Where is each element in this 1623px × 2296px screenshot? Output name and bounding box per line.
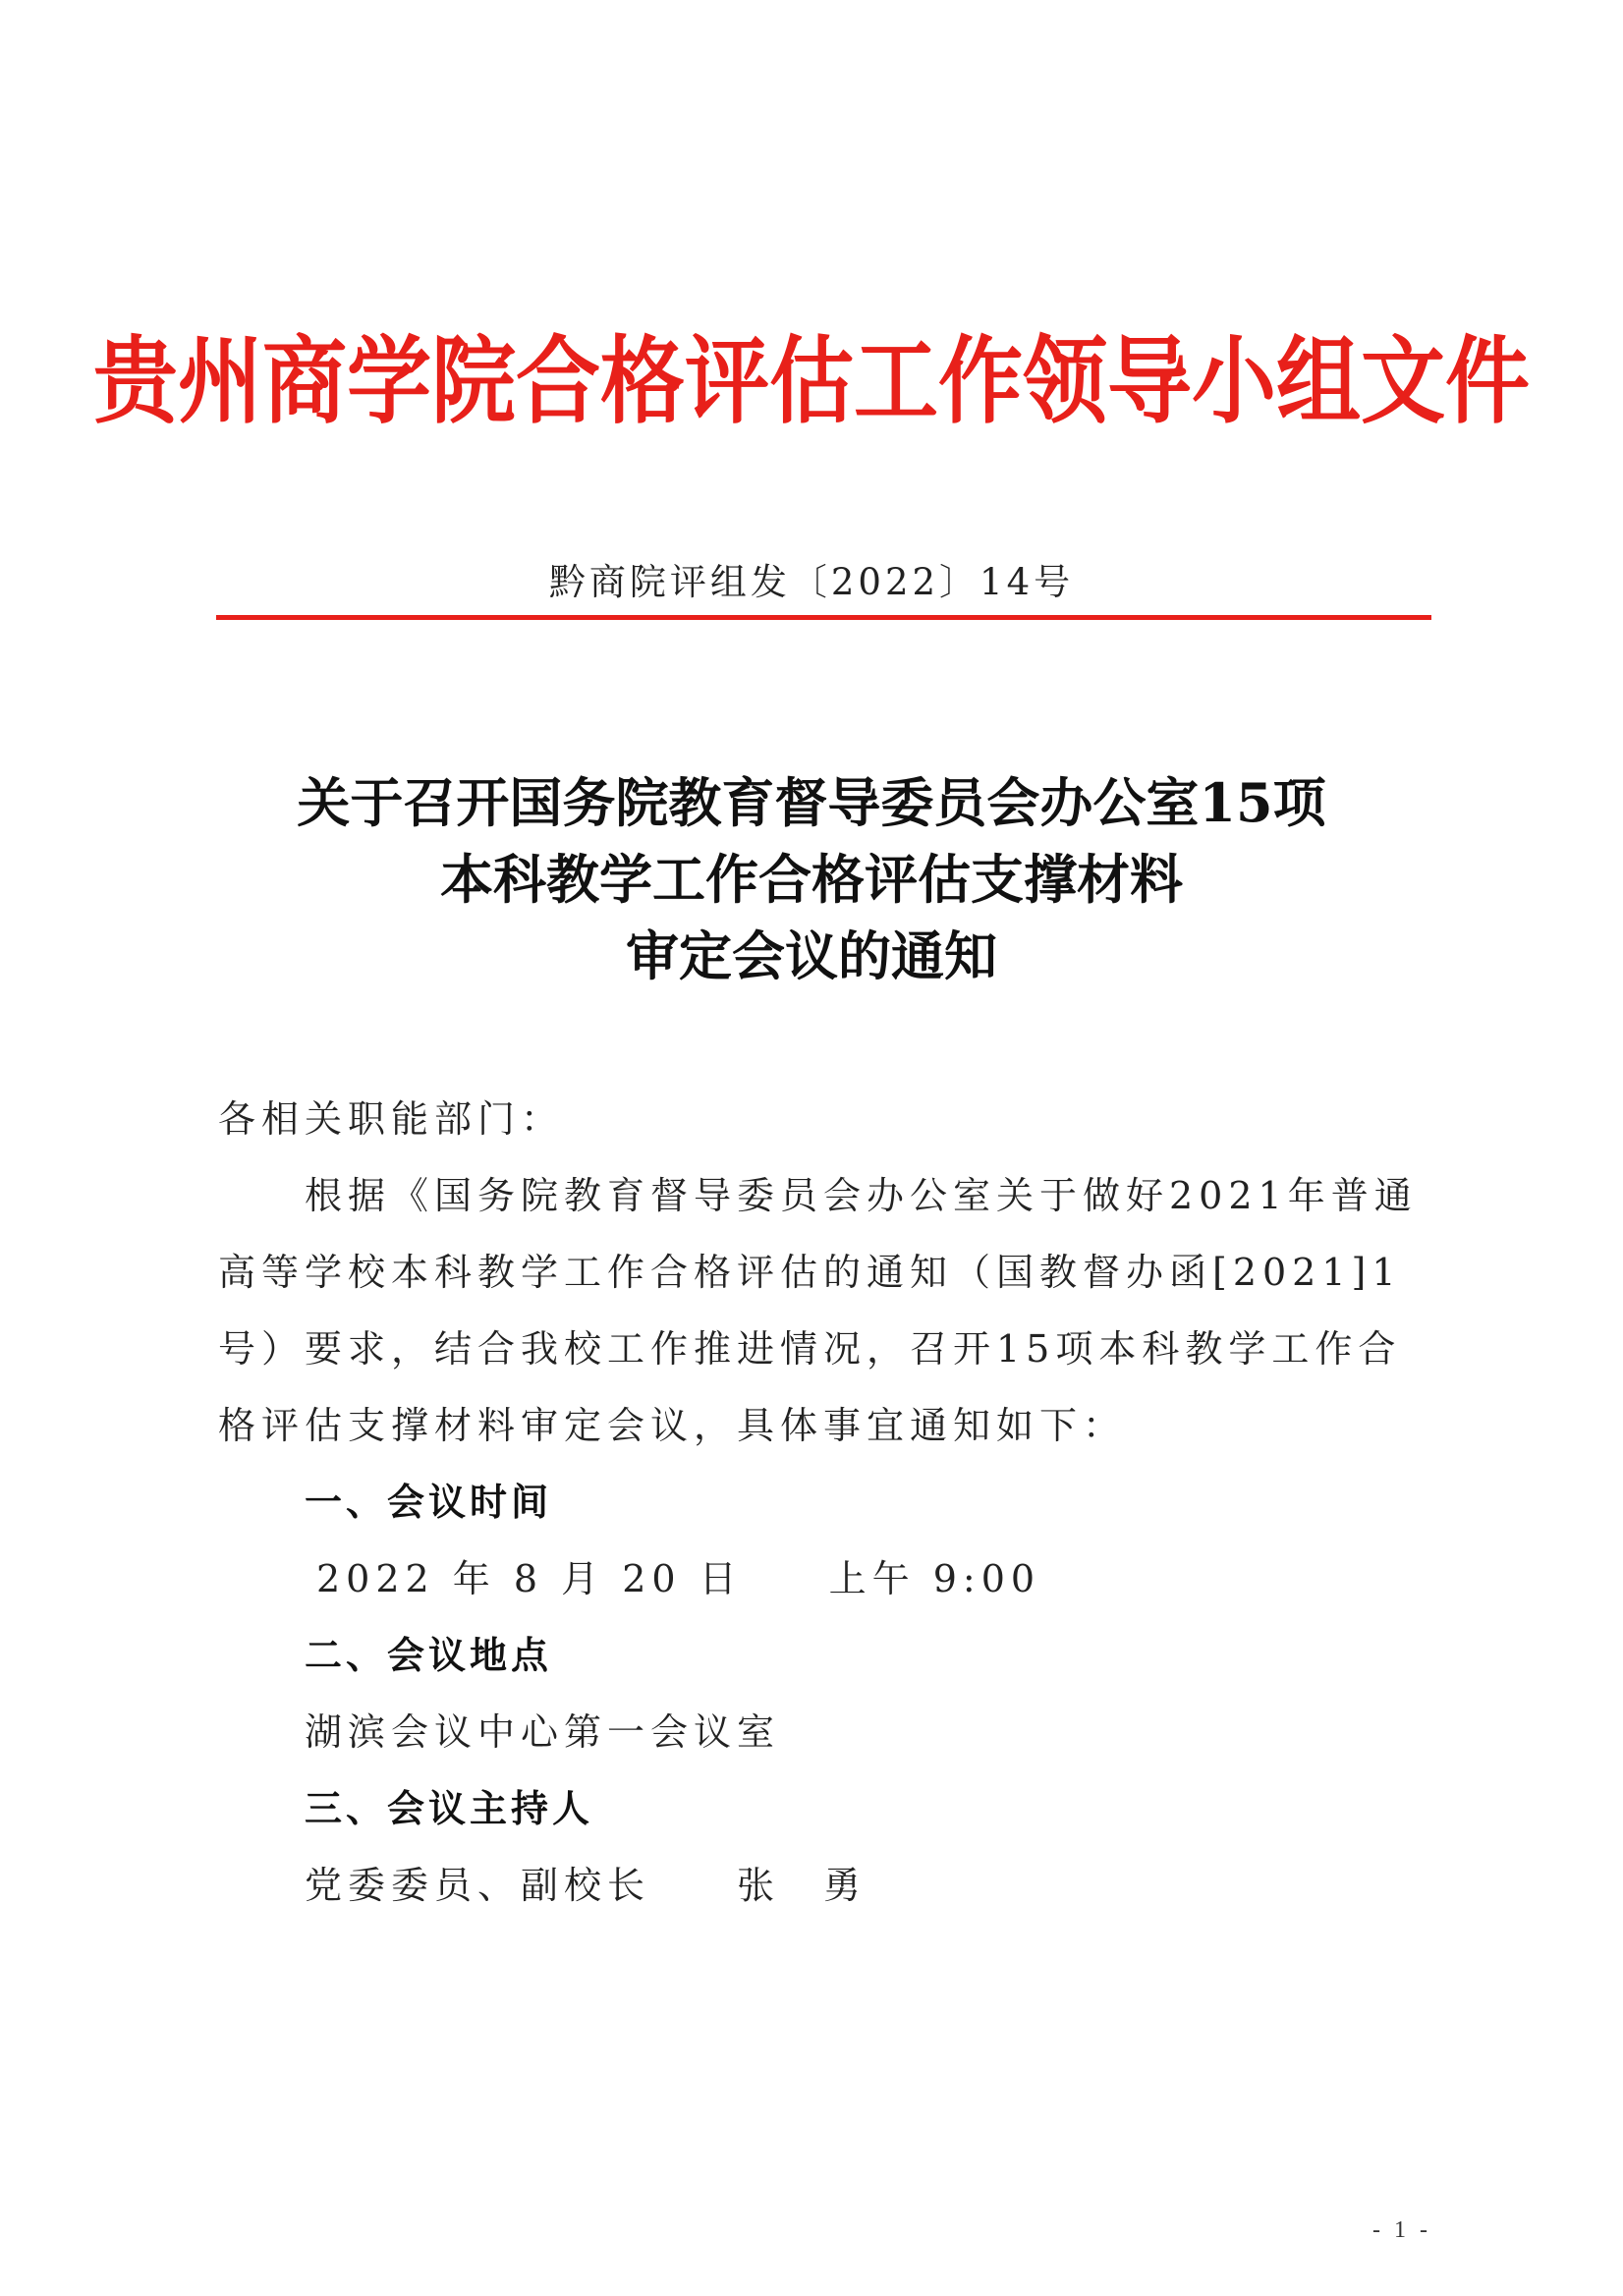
page-number: - 1 -	[1372, 2217, 1431, 2243]
document-number: 黔商院评组发〔2022〕14号	[548, 561, 1075, 603]
section-heading-time: 一、会议时间	[305, 1481, 553, 1524]
section-heading-location: 二、会议地点	[305, 1634, 553, 1677]
title-line-3: 审定会议的通知	[626, 924, 997, 987]
issuer-header-title: 贵州商学院合格评估工作领导小组文件	[93, 325, 1530, 437]
title-line-2: 本科教学工作合格评估支撑材料	[440, 848, 1183, 911]
red-divider-line	[216, 615, 1431, 620]
document-title	[0, 764, 1623, 994]
paragraph-line-4: 格评估支撑材料审定会议，具体事宜通知如下：	[218, 1404, 1127, 1447]
paragraph-line-1: 根据《国务院教育督导委员会办公室关于做好2021年普通	[305, 1174, 1418, 1217]
salutation: 各相关职能部门：	[218, 1097, 565, 1141]
meeting-location: 湖滨会议中心第一会议室	[305, 1710, 781, 1754]
meeting-host: 党委委员、副校长 张 勇	[305, 1864, 867, 1907]
section-heading-host: 三、会议主持人	[305, 1787, 594, 1830]
paragraph-line-2: 高等学校本科教学工作合格评估的通知（国教督办函[2021]1	[218, 1251, 1402, 1294]
paragraph-line-3: 号）要求，结合我校工作推进情况，召开15项本科教学工作合	[218, 1327, 1402, 1371]
meeting-time: 2022 年 8 月 20 日 上午 9:00	[316, 1557, 1041, 1600]
title-line-1: 关于召开国务院教育督导委员会办公室15项	[297, 771, 1326, 834]
